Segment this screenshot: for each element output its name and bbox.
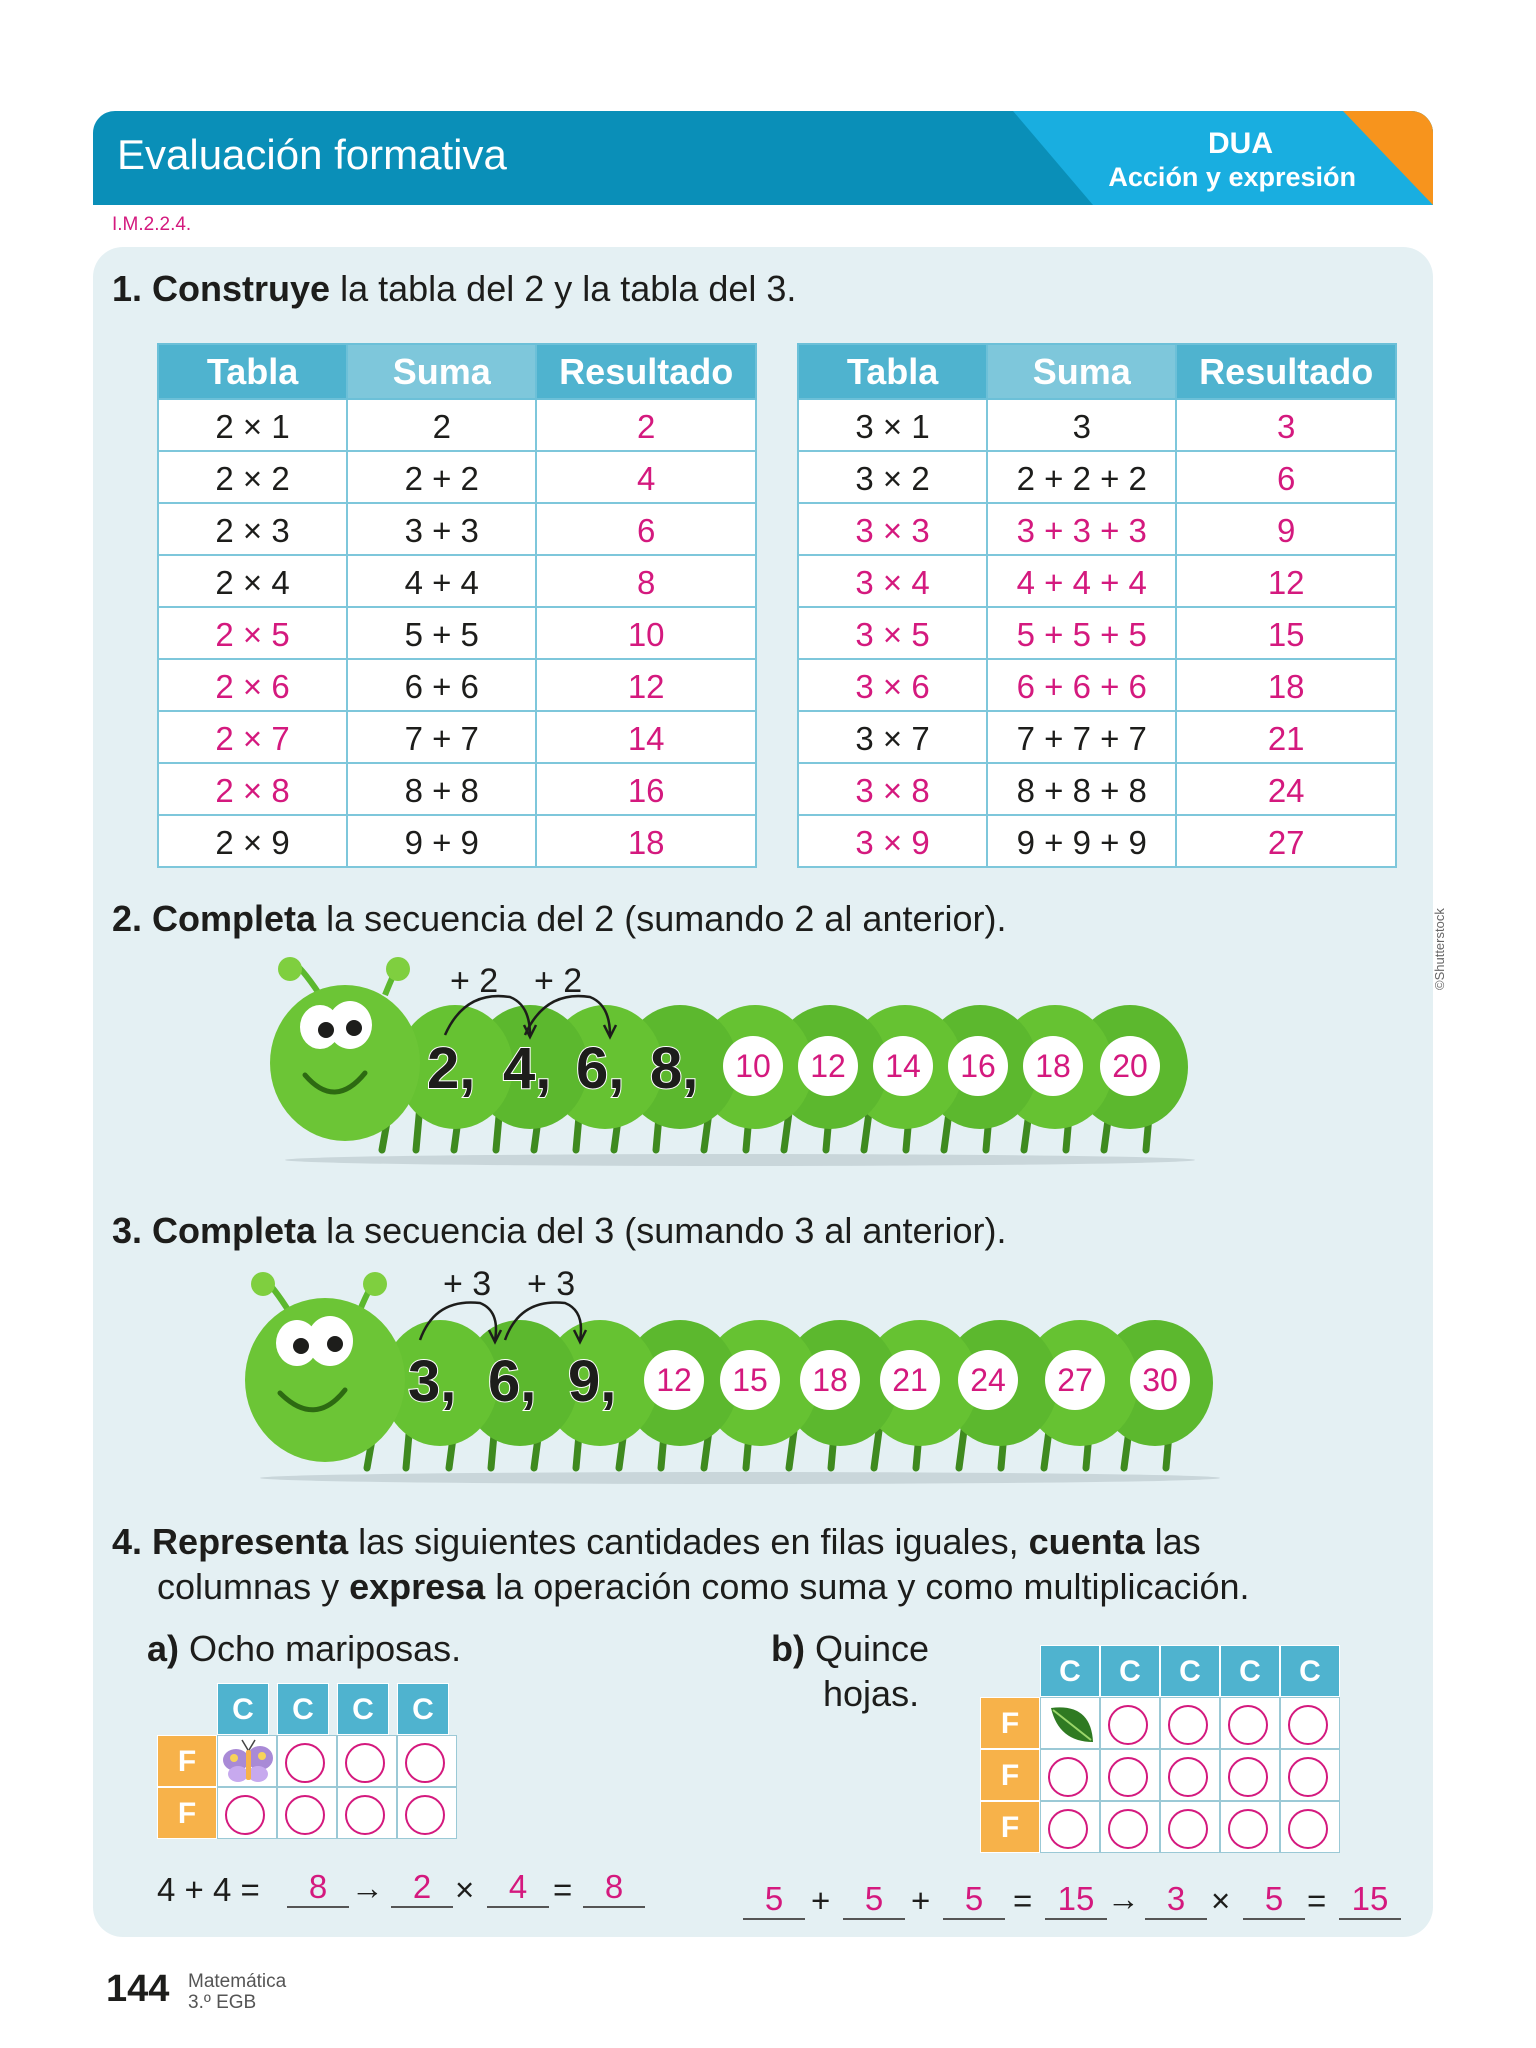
question-3 bbox=[112, 1209, 1006, 1253]
table-row bbox=[158, 763, 756, 815]
table-row bbox=[158, 451, 756, 503]
answer-circle: 16 bbox=[948, 1036, 1008, 1096]
grid-cell bbox=[337, 1735, 397, 1787]
row-header: F bbox=[980, 1749, 1040, 1801]
given-number: 2, bbox=[427, 1036, 476, 1101]
table-row bbox=[158, 711, 756, 763]
question-verb: Completa bbox=[152, 898, 317, 939]
cell-tabla: 2 × 7 bbox=[158, 711, 347, 763]
answer-circle: 14 bbox=[873, 1036, 933, 1096]
answer-blank: 4 bbox=[487, 1868, 549, 1908]
question-text: las bbox=[1154, 1521, 1201, 1562]
cell-resultado: 18 bbox=[536, 815, 756, 867]
grid-cell bbox=[1040, 1801, 1100, 1853]
cell-tabla: 2 × 3 bbox=[158, 503, 347, 555]
butterfly-icon bbox=[218, 1736, 278, 1788]
cell-resultado: 24 bbox=[1176, 763, 1396, 815]
cell-resultado: 15 bbox=[1176, 607, 1396, 659]
answer-circle: 15 bbox=[720, 1350, 780, 1410]
table-row bbox=[798, 659, 1396, 711]
question-verb: cuenta bbox=[1028, 1521, 1145, 1562]
grid-b bbox=[980, 1645, 1340, 1855]
grid-cell bbox=[1280, 1801, 1340, 1853]
answer-circle: 27 bbox=[1045, 1350, 1105, 1410]
given-number: 3, bbox=[408, 1349, 457, 1414]
footer-subject bbox=[188, 1971, 286, 2013]
question-2 bbox=[112, 897, 1006, 941]
table-row bbox=[158, 815, 756, 867]
question-text: columnas y bbox=[157, 1566, 340, 1607]
plus-label: + 3 bbox=[527, 1265, 576, 1303]
table-row bbox=[158, 399, 756, 451]
cell-tabla: 2 × 6 bbox=[158, 659, 347, 711]
header-suma: Suma bbox=[987, 344, 1176, 399]
cell-suma: 2 bbox=[347, 399, 536, 451]
caterpillar-head bbox=[245, 1272, 405, 1462]
table-of-2 bbox=[157, 343, 757, 868]
row-header: F bbox=[157, 1787, 217, 1839]
grid-cell bbox=[1160, 1749, 1220, 1801]
grid-cell bbox=[1160, 1801, 1220, 1853]
cell-suma: 8 + 8 + 8 bbox=[987, 763, 1176, 815]
part-label: a) bbox=[147, 1628, 180, 1669]
question-text: la tabla del 2 y la tabla del 3. bbox=[340, 268, 797, 309]
grid-a bbox=[157, 1683, 457, 1843]
cell-resultado: 12 bbox=[1176, 555, 1396, 607]
cell-suma: 6 + 6 bbox=[347, 659, 536, 711]
cell-suma: 2 + 2 + 2 bbox=[987, 451, 1176, 503]
cell-tabla: 2 × 9 bbox=[158, 815, 347, 867]
cell-tabla: 3 × 3 bbox=[798, 503, 987, 555]
cell-resultado: 12 bbox=[536, 659, 756, 711]
given-number: 9, bbox=[568, 1349, 617, 1414]
table-row bbox=[158, 607, 756, 659]
question-verb: Representa bbox=[152, 1521, 349, 1562]
row-header: F bbox=[980, 1801, 1040, 1853]
table-row bbox=[798, 607, 1396, 659]
given-number: 6, bbox=[488, 1349, 537, 1414]
answer-circle: 12 bbox=[798, 1036, 858, 1096]
cell-suma: 4 + 4 bbox=[347, 555, 536, 607]
column-header: C bbox=[1280, 1645, 1340, 1697]
answer-blank: 3 bbox=[1145, 1880, 1207, 1920]
cell-suma: 7 + 7 + 7 bbox=[987, 711, 1176, 763]
column-header: C bbox=[337, 1683, 389, 1735]
cell-resultado: 9 bbox=[1176, 503, 1396, 555]
indicator-code: I.M.2.2.4. bbox=[112, 214, 192, 235]
header-tabla: Tabla bbox=[798, 344, 987, 399]
grid-cell bbox=[1220, 1697, 1280, 1749]
answer-blank: 5 bbox=[943, 1880, 1005, 1920]
answer-circle: 12 bbox=[644, 1350, 704, 1410]
grid-cell bbox=[217, 1787, 277, 1839]
question-4-line-1 bbox=[112, 1520, 1201, 1564]
grid-cell bbox=[1280, 1697, 1340, 1749]
part-b-prompt bbox=[771, 1627, 929, 1671]
part-text: Quince bbox=[815, 1628, 930, 1669]
question-verb: Completa bbox=[152, 1210, 317, 1251]
caterpillar-head bbox=[270, 957, 420, 1141]
table-row bbox=[798, 503, 1396, 555]
part-b-prompt-line-2: hojas. bbox=[823, 1673, 920, 1714]
cell-resultado: 16 bbox=[536, 763, 756, 815]
cell-tabla: 3 × 5 bbox=[798, 607, 987, 659]
question-text: la secuencia del 2 (sumando 2 al anterior). bbox=[326, 898, 1007, 939]
cell-tabla: 2 × 5 bbox=[158, 607, 347, 659]
plus-label: + 3 bbox=[443, 1265, 492, 1303]
answer-blank: 5 bbox=[743, 1880, 805, 1920]
question-verb: Construye bbox=[152, 268, 331, 309]
question-number: 4. bbox=[112, 1521, 143, 1562]
cell-tabla: 3 × 8 bbox=[798, 763, 987, 815]
answer-circle: 24 bbox=[958, 1350, 1018, 1410]
table-row bbox=[798, 711, 1396, 763]
cell-suma: 3 + 3 bbox=[347, 503, 536, 555]
arrow-icon: → bbox=[1107, 1880, 1140, 1917]
cell-tabla: 2 × 8 bbox=[158, 763, 347, 815]
row-header: F bbox=[980, 1697, 1040, 1749]
question-text: la secuencia del 3 (sumando 3 al anterior). bbox=[326, 1210, 1007, 1251]
answer-circle: 20 bbox=[1100, 1036, 1160, 1096]
cell-resultado: 21 bbox=[1176, 711, 1396, 763]
plus-sign: + bbox=[911, 1882, 931, 1919]
grid-cell bbox=[1280, 1749, 1340, 1801]
header-resultado: Resultado bbox=[1176, 344, 1396, 399]
plus-label: + 2 bbox=[534, 962, 583, 1000]
cell-suma: 5 + 5 bbox=[347, 607, 536, 659]
answer-circle: 30 bbox=[1130, 1350, 1190, 1410]
question-text: las siguientes cantidades en filas iguales, bbox=[358, 1521, 1019, 1562]
row-header: F bbox=[157, 1735, 217, 1787]
plus-label: + 2 bbox=[450, 962, 499, 1000]
cell-tabla: 2 × 1 bbox=[158, 399, 347, 451]
dua-subtitle: Acción y expresión bbox=[1108, 162, 1356, 192]
times-sign: × bbox=[455, 1871, 475, 1908]
grid-cell bbox=[1100, 1801, 1160, 1853]
table-row bbox=[798, 815, 1396, 867]
caterpillar-shadow bbox=[260, 1472, 1220, 1484]
grid-cell bbox=[397, 1787, 457, 1839]
answer-circle: 21 bbox=[880, 1350, 940, 1410]
plus-sign: + bbox=[811, 1882, 831, 1919]
grade-label: 3.º EGB bbox=[188, 1992, 257, 2013]
table-of-3 bbox=[797, 343, 1397, 868]
answer-circle: 10 bbox=[723, 1036, 783, 1096]
grid-cell bbox=[1100, 1749, 1160, 1801]
cell-resultado: 18 bbox=[1176, 659, 1396, 711]
answer-blank: 5 bbox=[1243, 1880, 1305, 1920]
question-4-line-2 bbox=[157, 1565, 1250, 1609]
answer-blank: 8 bbox=[287, 1868, 349, 1908]
equals-sign: = bbox=[1013, 1882, 1033, 1919]
table-row bbox=[798, 763, 1396, 815]
answer-blank: 15 bbox=[1339, 1880, 1401, 1920]
caterpillar-shadow bbox=[285, 1154, 1195, 1166]
cell-resultado: 14 bbox=[536, 711, 756, 763]
subject-name: Matemática bbox=[188, 1971, 287, 1992]
answer-blank: 8 bbox=[583, 1868, 645, 1908]
dua-title: DUA bbox=[1208, 127, 1273, 160]
column-header: C bbox=[1160, 1645, 1220, 1697]
cell-tabla: 3 × 4 bbox=[798, 555, 987, 607]
equals-sign: = bbox=[1307, 1882, 1327, 1919]
leaf-icon bbox=[1041, 1698, 1101, 1750]
header-suma: Suma bbox=[347, 344, 536, 399]
answer-blank: 5 bbox=[843, 1880, 905, 1920]
given-number: 4, bbox=[503, 1036, 552, 1101]
column-header: C bbox=[277, 1683, 329, 1735]
grid-cell bbox=[337, 1787, 397, 1839]
image-credit: ©Shutterstock bbox=[1432, 908, 1447, 990]
part-a-prompt bbox=[147, 1627, 461, 1671]
part-label: b) bbox=[771, 1628, 805, 1669]
cell-suma: 5 + 5 + 5 bbox=[987, 607, 1176, 659]
cell-resultado: 3 bbox=[1176, 399, 1396, 451]
equals-sign: = bbox=[553, 1871, 573, 1908]
column-header: C bbox=[1220, 1645, 1280, 1697]
cell-resultado: 10 bbox=[536, 607, 756, 659]
table-row bbox=[158, 659, 756, 711]
grid-cell bbox=[277, 1735, 337, 1787]
table-row bbox=[158, 503, 756, 555]
cell-tabla: 3 × 6 bbox=[798, 659, 987, 711]
cell-tabla: 2 × 4 bbox=[158, 555, 347, 607]
answer-blank: 15 bbox=[1045, 1880, 1107, 1920]
question-number: 2. bbox=[112, 898, 143, 939]
arrow-icon: → bbox=[351, 1869, 384, 1906]
column-header: C bbox=[397, 1683, 449, 1735]
question-number: 1. bbox=[112, 268, 143, 309]
page-number: 144 bbox=[106, 1968, 170, 2010]
grid-cell bbox=[1040, 1749, 1100, 1801]
given-number: 6, bbox=[576, 1036, 625, 1101]
question-text: la operación como suma y como multiplicación. bbox=[495, 1566, 1250, 1607]
cell-tabla: 3 × 1 bbox=[798, 399, 987, 451]
cell-resultado: 27 bbox=[1176, 815, 1396, 867]
question-verb: expresa bbox=[349, 1566, 486, 1607]
table-row bbox=[798, 451, 1396, 503]
cell-suma: 6 + 6 + 6 bbox=[987, 659, 1176, 711]
grid-cell bbox=[1040, 1697, 1100, 1749]
cell-resultado: 2 bbox=[536, 399, 756, 451]
answer-circle: 18 bbox=[1023, 1036, 1083, 1096]
column-header: C bbox=[217, 1683, 269, 1735]
grid-cell bbox=[1100, 1697, 1160, 1749]
header-banner bbox=[93, 111, 1433, 205]
question-number: 3. bbox=[112, 1210, 143, 1251]
answer-circle: 18 bbox=[800, 1350, 860, 1410]
cell-suma: 8 + 8 bbox=[347, 763, 536, 815]
cell-suma: 9 + 9 bbox=[347, 815, 536, 867]
answer-blank: 2 bbox=[391, 1868, 453, 1908]
cell-tabla: 3 × 9 bbox=[798, 815, 987, 867]
cell-resultado: 6 bbox=[536, 503, 756, 555]
cell-resultado: 4 bbox=[536, 451, 756, 503]
table-row bbox=[798, 555, 1396, 607]
column-header: C bbox=[1100, 1645, 1160, 1697]
cell-suma: 3 + 3 + 3 bbox=[987, 503, 1176, 555]
cell-resultado: 6 bbox=[1176, 451, 1396, 503]
grid-cell bbox=[1160, 1697, 1220, 1749]
grid-cell bbox=[277, 1787, 337, 1839]
times-sign: × bbox=[1211, 1882, 1231, 1919]
cell-suma: 9 + 9 + 9 bbox=[987, 815, 1176, 867]
cell-suma: 2 + 2 bbox=[347, 451, 536, 503]
cell-tabla: 2 × 2 bbox=[158, 451, 347, 503]
equation-a-start: 4 + 4 = bbox=[157, 1871, 260, 1908]
header-resultado: Resultado bbox=[536, 344, 756, 399]
cell-tabla: 3 × 2 bbox=[798, 451, 987, 503]
grid-cell bbox=[1220, 1749, 1280, 1801]
column-header: C bbox=[1040, 1645, 1100, 1697]
table-row bbox=[158, 555, 756, 607]
cell-resultado: 8 bbox=[536, 555, 756, 607]
grid-cell bbox=[397, 1735, 457, 1787]
table-row bbox=[798, 399, 1396, 451]
grid-cell bbox=[1220, 1801, 1280, 1853]
page-title: Evaluación formativa bbox=[117, 131, 507, 178]
cell-suma: 3 bbox=[987, 399, 1176, 451]
cell-suma: 7 + 7 bbox=[347, 711, 536, 763]
cell-tabla: 3 × 7 bbox=[798, 711, 987, 763]
cell-suma: 4 + 4 + 4 bbox=[987, 555, 1176, 607]
header-tabla: Tabla bbox=[158, 344, 347, 399]
grid-cell bbox=[217, 1735, 277, 1787]
part-text: Ocho mariposas. bbox=[189, 1628, 462, 1669]
question-1 bbox=[112, 267, 796, 311]
given-number: 8, bbox=[650, 1036, 699, 1101]
